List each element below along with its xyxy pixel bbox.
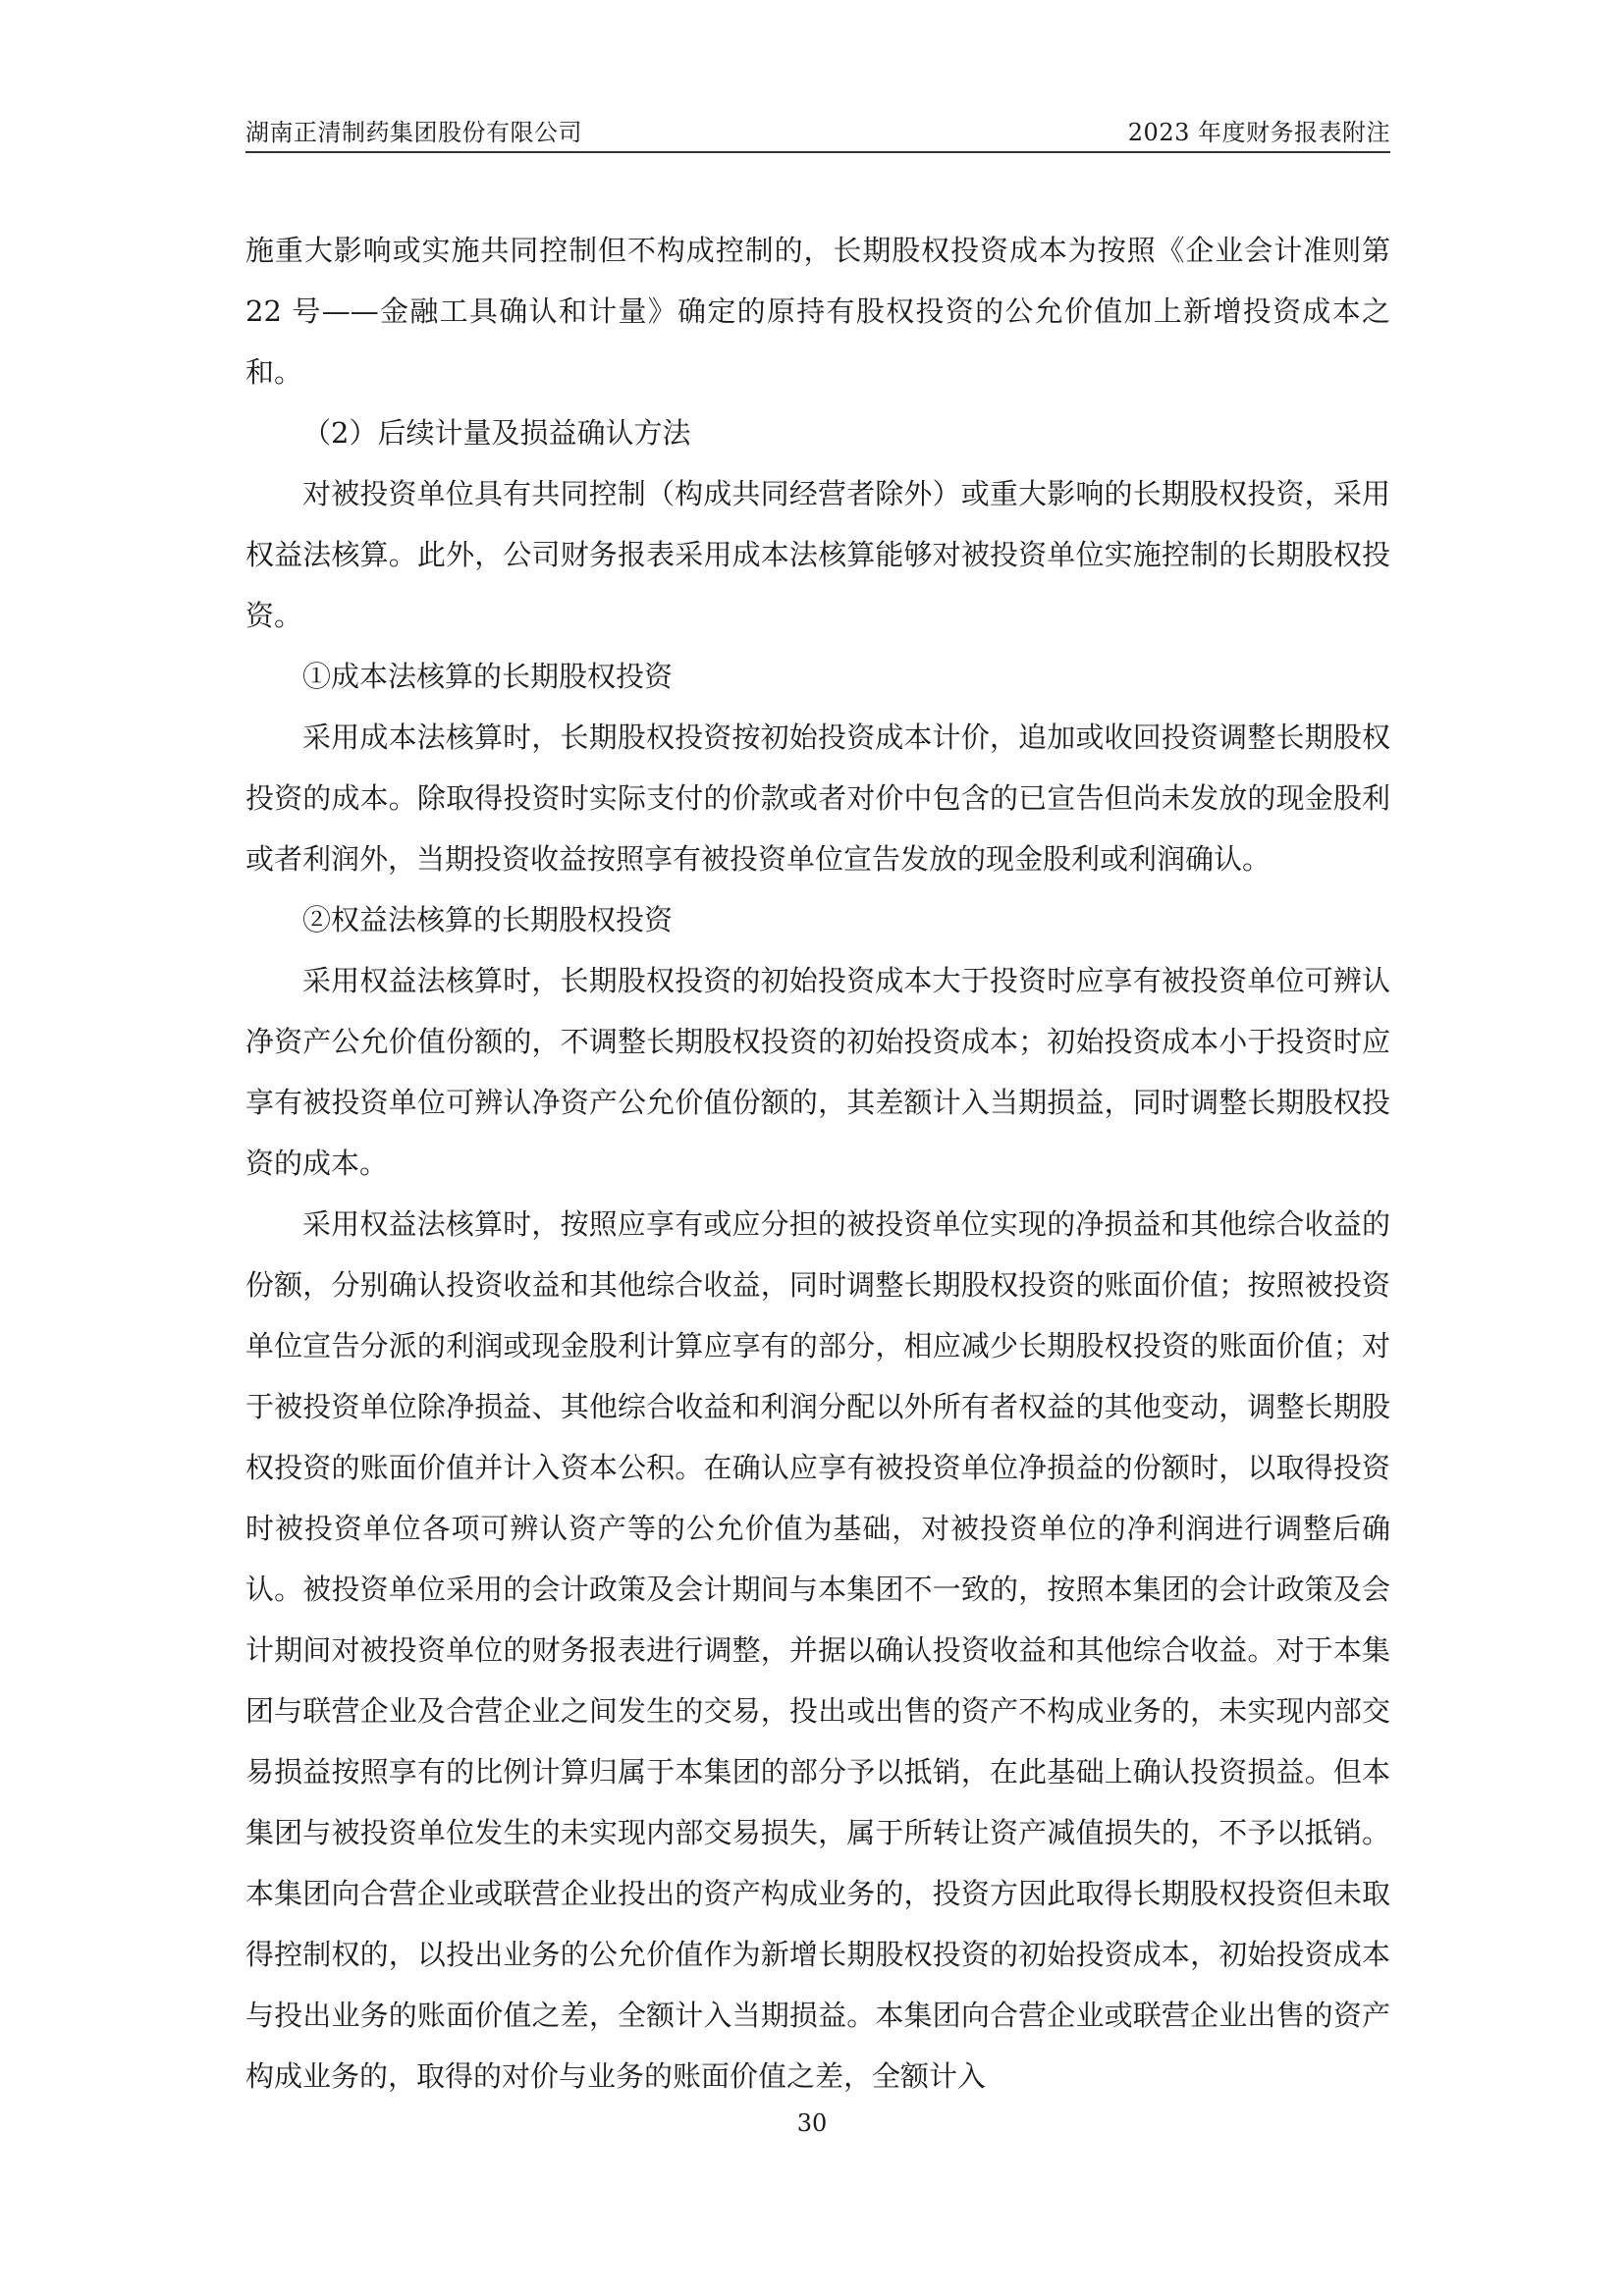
page-header — [245, 110, 1390, 153]
document-body — [245, 220, 1390, 2107]
subheading-cost-method: ①成本法核算的长期股权投资 — [302, 660, 674, 693]
paragraph-equity-method-subsequent: 采用权益法核算时，按照应享有或应分担的被投资单位实现的净损益和其他综合收益的份额，分别确认投资收益和其他综合收益，同时调整长期股权投资的账面价值；按照被投资单位宣告分派的利润或现金股利计算应享有的部分，相应减少长期股权投资的账面价值；对于被投资单位除净损益、其他综合收益和利润分配以外所有者权益的其他变动，调整长期股权投资的账面价值并计入资本公积。在确认应享有被投资单位净损益的份额时，以取得投资时被投资单位各项可辨认资产等的公允价值为基础，对被投资单位的净利润进行调整后确认。被投资单位采用的会计政策及会计期间与本集团不一致的，按照本集团的会计政策及会计期间对被投资单位的财务报表进行调整，并据以确认投资收益和其他综合收益。对于本集团与联营企业及合营企业之间发生的交易，投出或出售的资产不构成业务的，未实现内部交易损益按照享有的比例计算归属于本集团的部分予以抵销，在此基础上确认投资损益。但本集团与被投资单位发生的未实现内部交易损失，属于所转让资产减值损失的，不予以抵销。本集团向合营企业或联营企业投出的资产构成业务的，投资方因此取得长期股权投资但未取得控制权的，以投出业务的公允价值作为新增长期股权投资的初始投资成本，初始投资成本与投出业务的账面价值之差，全额计入当期损益。本集团向合营企业或联营企业出售的资产构成业务的，取得的对价与业务的账面价值之差，全额计入 — [245, 1207, 1390, 2093]
page-number: 30 — [796, 2109, 828, 2137]
section-heading-subsequent-measurement: （2）后续计量及损益确认方法 — [302, 416, 691, 450]
paragraph-cost-method: 采用成本法核算时，长期股权投资按初始投资成本计价，追加或收回投资调整长期股权投资的成本。除取得投资时实际支付的价款或者对价中包含的已宣告但尚未发放的现金股利或者利润外，当期投资收益按照享有被投资单位宣告发放的现金股利或利润确认。 — [245, 721, 1390, 876]
paragraph-equity-method-scope: 对被投资单位具有共同控制（构成共同经营者除外）或重大影响的长期股权投资，采用权益法核算。此外，公司财务报表采用成本法核算能够对被投资单位实施控制的长期股权投资。 — [245, 477, 1390, 632]
paragraph-continued: 施重大影响或实施共同控制但不构成控制的，长期股权投资成本为按照《企业会计准则第 22 号——金融工具确认和计量》确定的原持有股权投资的公允价值加上新增投资成本之和。 — [245, 234, 1390, 389]
paragraph-equity-method-initial-cost: 采用权益法核算时，长期股权投资的初始投资成本大于投资时应享有被投资单位可辨认净资产公允价值份额的，不调整长期股权投资的初始投资成本；初始投资成本小于投资时应享有被投资单位可辨认净资产公允价值份额的，其差额计入当期损益，同时调整长期股权投资的成本。 — [245, 964, 1390, 1180]
report-title: 2023 年度财务报表附注 — [1127, 119, 1390, 146]
company-name: 湖南正清制药集团股份有限公司 — [245, 119, 582, 146]
subheading-equity-method: ②权益法核算的长期股权投资 — [302, 903, 674, 936]
